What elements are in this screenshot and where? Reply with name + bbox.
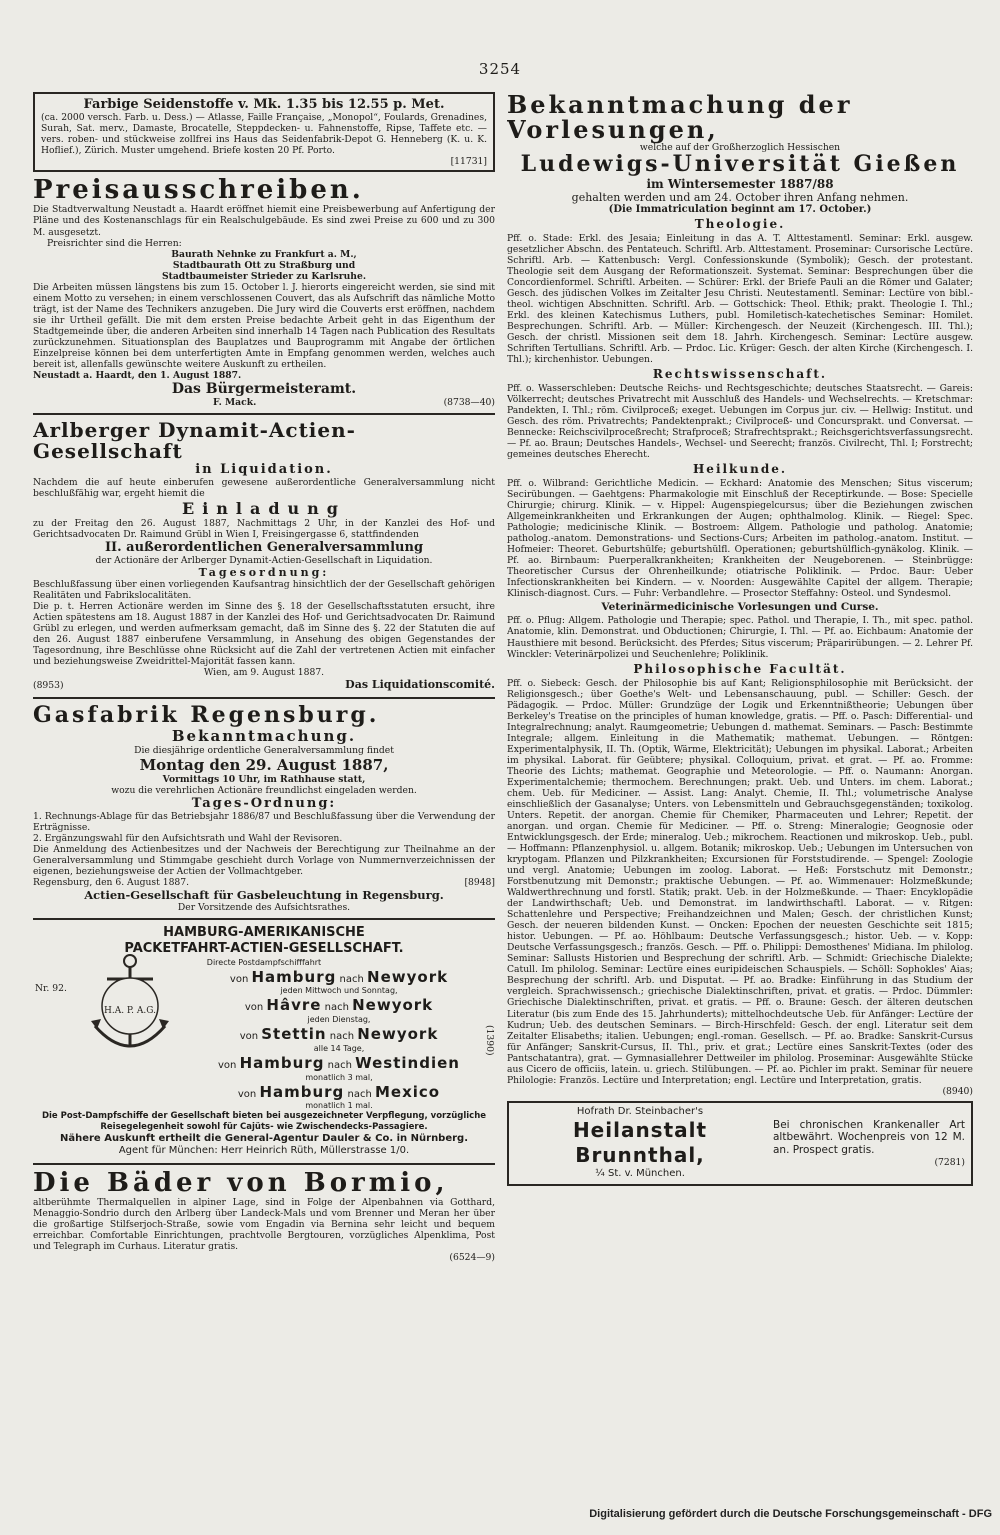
arlberg-body: Die p. t. Herren Actionäre werden im Sinne des §. 18 der Gesellschaftsstatuten ersucht, ihre Actien spätestens am 18. August 1887 in der Kanzlei des Hof- und Gerichtsadvocaten Dr. Raimund Grübl zu erlegen, und werden aufmerksam gemacht, daß im Sinne des §. 22 der Statuten die auf den 26. August 1887 einberufene Versammlung, in Ansehung des obigen Gegenstandes der Tagesordnung, ihre Beschlüsse ohne Rücksicht auf die Zahl der vertretenen Actien mit einfacher und beziehungsweise Zweidrittel-Majorität fassen kann. bbox=[33, 601, 495, 668]
divider bbox=[33, 697, 495, 699]
divider bbox=[33, 918, 495, 920]
route-schedule: jeden Dienstag, bbox=[307, 1015, 371, 1025]
route-nach: nach bbox=[324, 1002, 349, 1014]
route-nach: nach bbox=[347, 1088, 372, 1100]
route-to: Newyork bbox=[357, 1025, 439, 1044]
preis-intro: Die Stadtverwaltung Neustadt a. Haardt eröffnet hiemit eine Preisbewerbung auf Anfertigung der Pläne und des Kostenanschlags für ein Realschulgebäude. Es sind zwei Preise zu 600 und zu 300 M. ausgesetzt. bbox=[33, 204, 495, 238]
gas-title: Gasfabrik Regensburg. bbox=[33, 701, 380, 728]
divider bbox=[33, 413, 495, 415]
arlberg-gv-sub: der Actionäre der Arlberger Dynamit-Actien-Gesellschaft in Liquidation. bbox=[95, 555, 433, 567]
preis-title: Preisausschreiben. bbox=[33, 175, 364, 206]
arlberg-agenda: Beschlußfassung über einen vorliegenden Kaufsantrag hinsichtlich der der Gesellschaft gehörigen Realitäten und Fabrikslocalitäten. bbox=[33, 579, 495, 602]
preis-body: Die Arbeiten müssen längstens bis zum 15. October l. J. hierorts eingereicht werden, sie sind mit einem Motto zu versehen; in einem verschlossenen Couvert, das als Aufschrift das nämliche Motto trägt, ist der Name des Technikers anzugeben. Die Jury wird die Couverts erst eröffnen, nachdem sie ihr Urtheil gefällt. Die mit dem ersten Preise bedachte Arbeit geht in das Eigenthum der Stadtgemeinde über, die anderen Arbeiten sind innerhalb 14 Tagen nach Publication des Resultats zurückzunehmen. Situationsplan des Bauplatzes und Bauprogramm mit Angabe der örtlichen Einzelpreise können bei dem unterfertigten Amte in Empfang genommen werden, welches auch bereit ist, allenfalls gewünschte weitere Auskunft zu ertheilen. bbox=[33, 281, 495, 370]
steinbacher-top: Hofrath Dr. Steinbacher's bbox=[576, 1105, 704, 1117]
route-nach: nach bbox=[339, 973, 364, 985]
steinbacher-ad bbox=[507, 1101, 973, 1186]
gas-body: Die Anmeldung des Actienbesitzes und der Nachweis der Berechtigung zur Theilnahme an der Generalversammlung und Stimmgabe geschieht durch Vorlage von Nummernverzeichnissen der eigenen, beziehungsweise der Actien der Vollmachtgeber. bbox=[33, 843, 495, 877]
preis-signer: F. Mack. bbox=[213, 396, 257, 408]
route-schedule: alle 14 Tage, bbox=[313, 1043, 365, 1053]
route-von: von bbox=[218, 1059, 237, 1071]
steinbacher-name: Heilanstalt Brunnthal, bbox=[572, 1118, 708, 1168]
route-from: Stettin bbox=[261, 1025, 327, 1044]
preis-judge-2: Stadtbaurath Ott zu Straßburg und bbox=[172, 259, 356, 271]
lectures-title: Bekanntmachung der Vorlesungen, bbox=[507, 92, 853, 145]
section-philosophie: Philosophische Facultät. bbox=[633, 661, 847, 676]
route-from: Hamburg bbox=[239, 1053, 325, 1072]
hapag-nr: Nr. 92. bbox=[35, 983, 67, 995]
divider bbox=[33, 1163, 495, 1165]
dfg-footer: Digitalisierung gefördert durch die Deutsche Forschungsgemeinschaft - DFG bbox=[589, 1508, 992, 1520]
gas-sub: Bekanntmachung. bbox=[171, 726, 357, 745]
page-number: 3254 bbox=[478, 60, 522, 78]
bormio-ref: (6524—9) bbox=[449, 1252, 495, 1263]
hapag-agent: Agent für München: Herr Heinrich Rüth, Müllerstrasse 1/0. bbox=[118, 1145, 410, 1157]
preis-ref: (8738—40) bbox=[443, 396, 495, 408]
arlberg-sign: Das Liquidationscomité. bbox=[345, 678, 495, 692]
steinbacher-ref: (7281) bbox=[934, 1156, 965, 1168]
route-schedule: monatlich 3 mal, bbox=[305, 1072, 373, 1082]
route-nach: nach bbox=[329, 1031, 355, 1043]
bormio-body: altberühmte Thermalquellen in alpiner Lage, sind in Folge der Alpenbahnen via Gotthard, Menaggio-Sondrio durch den Arlberg über Landeck-Mals und vom Brenner und Meran her über die großartige Stilfserjoch-Straße, sowie vom Engadin via Bernina sehr leicht und bequem erreichbar. Comfortable Einrichtungen, prachtvolle Bergtouren, vorzügliches Alpenklima, Post und Telegraph im Curhaus. Literatur gratis. bbox=[33, 1196, 495, 1252]
gas-item-1: 1. Rechnungs-Ablage für das Betriebsjahr 1886/87 und Beschlußfassung über die Verwendung der Erträgnisse. bbox=[33, 810, 495, 833]
preis-ad bbox=[33, 177, 495, 408]
lectures-sub-1: welche auf der Großherzoglich Hessischen bbox=[639, 142, 841, 154]
gas-place: Regensburg, den 6. August 1887. bbox=[33, 876, 190, 888]
lectures-sub-4: (Die Immatriculation beginnt am 17. October.) bbox=[608, 203, 872, 215]
route-to: Westindien bbox=[355, 1053, 460, 1072]
theologie-text: Pff. o. Stade: Erkl. des Jesaia; Einleitung in das A. T. Alttestamentl. Seminar: Erkl. ausgew. gesetzlicher Abschn. des Pentateuch. Schriftl. Arb. Alttestament. Proseminar: Cursorische Lectüre. Schriftl. Arb. — Kattenbusch: Vergl. Confessionskunde (Symbolik); Gesch. der protestant. Theologie seit dem Ausgang der Reformationszeit. Systemat. Seminar: Besprechungen über die Concordienformel. Schriftl. Arbeiten. — Schürer: Erkl. der Briefe Pauli an die Römer und Galater; Gesch. des jüdischen Volkes im Zeitalter Jesu Christi. Neutestamentl. Seminar: Lectüre von bibl.-theol. wichtigen Abschnitten. Schriftl. Arb. — Gottschick: Theol. Ethik; prakt. Theologie I. Thl.; Erkl. des kleinen Katechismus Luthers, publ. Homiletisch-katechetisches Seminar: Homilet. Besprechungen. Schriftl. Arb. — Müller: Kirchengesch. der Neuzeit (Kirchengesch. III. Thl.); Gesch. der christl. Missionen seit dem 18. Jahrh. Kirchengesch. Seminar: Lectüre ausgew. Schriften Tertullians. Schriftl. Arb. — Prdoc. Lic. Krüger: Gesch. der alten Kirche (Kirchengesch. I. Thl.); kirchenhistor. Uebungen. bbox=[507, 232, 973, 365]
route-to: Newyork bbox=[352, 996, 434, 1015]
heilkunde-text: Pff. o. Wilbrand: Gerichtliche Medicin. — Eckhard: Anatomie des Menschen; Situs viscerum; Secirübungen. — Gaehtgens: Pharmakologie mit Einschluß der Receptirkunde. — Bose: Specielle Chirurgie; chirurg. Klinik. — v. Hippel: Augenspiegelcursus; über die Beziehungen zwischen Allgemeinkrankheiten und Erkrankungen der Augen; ophthalmolog. Klinik. — Riegel: Spec. Pathologie; medicinische Klinik. — Bostroem: Allgem. Pathologie und patholog. Anatomie; patholog.-anatom. Demonstrations- und Sections-Curs; Arbeiten im patholog.-anatom. Institut. — Hofmeier: Theoret. Geburtshülfe; geburtshülfl. Operationen; geburtshülflich-gynäkolog. Klinik. — Pf. ao. Birnbaum: Puerperalkrankheiten; Krankheiten der Neugeborenen. — Steinbrügge: Theoretischer Cursus der Ohrenheilkunde; otiatrische Poliklinik. — Prdoc. Baur: Ueber Infectionskrankheiten bei Kindern. — v. Noorden: Ausgewählte Capitel der allgem. Therapie; Klinisch-diagnost. Curs. — Fuhr: Verbandlehre. — Prosector Steffahny: Osteol. und Syndesmol. bbox=[507, 478, 973, 600]
hapag-ref: (1390) bbox=[484, 1025, 495, 1056]
silk-title: Farbige Seidenstoffe v. Mk. 1.35 bis 12.55 p. Met. bbox=[83, 97, 445, 112]
hapag-body: Die Post-Dampfschiffe der Gesellschaft bieten bei ausgezeichneter Verpflegung, vorzügliche Reisegelegenheit sowohl für Cajüts- wie Zwischendecks-Passagiere. bbox=[41, 1111, 487, 1132]
arlberg-ref: (8953) bbox=[33, 680, 64, 692]
gas-ad bbox=[33, 701, 495, 914]
preis-judges-label: Preisrichter sind die Herren: bbox=[47, 237, 182, 249]
bormio-ad bbox=[33, 1167, 495, 1263]
philosophie-text: Pff. o. Siebeck: Gesch. der Philosophie bis auf Kant; Religionsphilosophie mit Berücksicht. der Religionsgesch.; über Goethe's Welt- und Lebensanschauung, publ. — Schiller: Gesch. der Pädagogik. — Prdoc. Müller: Grundzüge der Logik und Erkenntnißtheorie; Uebungen über Berkeley's Treatise on the principles of human knowledge, gratis. — Pff. o. Pasch: Differential- und Integralrechnung; analyt. Raumgeometrie; Uebungen d. mathemat. Seminars. — Pasch: Bestimmte Integrale; allgem. Einleitung in die Mathematik; mathemat. Uebungen. — Röntgen: Experimentalphysik, II. Th. (Optik, Wärme, Elektricität); Uebungen im physikal. Laborat.; Arbeiten im physikal. Laborat. für Geübtere; physikal. Colloquium, privat. et grat. — Pf. ao. Fromme: Theorie des Lichts; mathemat. Geographie und Meteorologie. — Pff. o. Naumann: Anorgan. Experimentalchemie; thermochem. Berechnungen; prakt. Ueb. und Unters. im chem. Laborat.; chem. Ueb. für Mediciner. — Assist. Lang: Analyt. Chemie, II. Thl.; volumetrische Analyse einschließlich der Gasanalyse; Unters. von Lebensmitteln und Gebrauchsgegenständen; toxikolog. Unters. Repetit. der anorgan. Chemie für Chemiker, Pharmaceuten und Lehrer; Repetit. der anorgan. und organ. Chemie für Mediciner. — Pff. o. Streng: Mineralogie; Geognosie oder Entwicklungsgesch. der Erde; mineralog. Ueb.; mikrochem. Reactionen und mikroskop. Ueb., publ. — Hoffmann: Pflanzenphysiol. u. allgem. Botanik; mikroskop. Ueb.; Uebungen im Untersuchen von kryptogam. Pflanzen und Pilzkrankheiten; Excursionen für Forststudirende. — Spengel: Zoologie und vergl. Anatomie; Uebungen im zoolog. Laborat. — Heß: Forstschutz mit Demonstr.; Forstbenutzung mit Demonstr.; praktische Uebungen. — Pf. ao. Wimmenauer: Holzmeßkunde; Waldwerthrechnung und forstl. Statik; prakt. Ueb. in der Holzmeßkunde. — Thaer: Encyklopädie der Landwirthschaft; Ueb. und Demonstrat. im landwirthschaftl. Laborat. — v. Ritgen: Schattenlehre und Perspective; Freihandzeichnen und Malen; Gesch. der christlichen Kunst; Gesch. der neueren bildenden Kunst. — Oncken: Epochen der neuesten Geschichte seit 1815; histor. Uebungen. — Pf. ao. Höhlbaum: Deutsche Verfassungsgesch.; histor. Ueb. — v. Kopp: Deutsche Verfassungsgesch.; französ. Gesch. — Pff. o. Philippi: Demosthenes' Midiana. Im philolog. Seminar: Sallusts Historien und Besprechung der schriftl. Arb. — Schmidt: Griechische Dialekte; Catull. Im philolog. Seminar: Lectüre eines euripideischen Schauspiels. — Schöll: Sophokles' Aias; Besprechung der schriftl. Arb. und Disputat. — Pf. ao. Bradke: Einführung in das Studium der vergleich. Sprachwissensch.; griechische Dialektinschriften, privat. et gratis. — Prdoc. Dümmler: Griechische Dialektinschriften, privat. et gratis. — Pff. o. Braune: Gesch. der älteren deutschen Literatur (bis zum Ende des 15. Jahrhunderts); mittelhochdeutsche Ueb. für Anfänger: Lectüre der Kudrun; Ueb. des deutschen Seminars. — Birch-Hirschfeld: Gesch. der engl. Literatur seit dem Zeitalter Elisabeths; italien. Uebungen; engl.-roman. Gesellsch. — Pf. ao. Bradke: Sanskrit-Cursus für Anfänger; Sanskrit-Cursus, II. Thl., priv. et grat.; Lectüre eines Sanskrit-Textes (oder des Pantschatantra), grat. — Gymnasiallehrer Dettweiler im philolog. Proseminar: Ausgewählte Stücke aus Cicero de officiis, latein. u. griech. Stilübungen. — Pf. ao. Pichler im prakt. Seminar für neuere Philologie: Französ. Lectüre und Interpretation; engl. Lectüre und Interpretation, gratis. bbox=[507, 677, 973, 1086]
silk-ref: [11731] bbox=[450, 156, 487, 168]
arlberg-agenda-title: Tagesordnung: bbox=[198, 566, 330, 580]
gas-invite: wozu die verehrlichen Actionäre freundlichst eingeladen werden. bbox=[111, 784, 417, 796]
anchor-icon bbox=[85, 951, 175, 1061]
preis-judge-3: Stadtbaumeister Strieder zu Karlsruhe. bbox=[161, 270, 367, 282]
hapag-line-2: PACKETFAHRT-ACTIEN-GESELLSCHAFT. bbox=[124, 941, 404, 957]
hapag-ad bbox=[33, 925, 495, 1158]
steinbacher-loc: ¼ St. v. München. bbox=[595, 1168, 685, 1180]
route-von: von bbox=[229, 973, 249, 985]
silk-body: (ca. 2000 versch. Farb. u. Dess.) — Atlasse, Faille Française, „Monopol“, Foulards, Grenadines, Surah, Sat. merv., Damaste, Brocatelle, Steppdecken- u. Fahnenstoffe, Ripse, Taffete etc. — vers. roben- und stückweise zollfrei ins Haus das Seidenfabrik-Depot G. Henneberg (K. u. K. Hoflief.), Zürich. Muster umgehend. Briefe kosten 20 Pf. Porto. bbox=[41, 112, 487, 157]
route-von: von bbox=[244, 1002, 264, 1014]
university-name: Ludewigs-Universität Gießen bbox=[520, 151, 960, 178]
route-from: Hâvre bbox=[266, 996, 322, 1015]
hapag-direct: Directe Postdampfschifffahrt bbox=[206, 957, 322, 967]
lectures-sub-3: gehalten werden und am 24. October ihren Anfang nehmen. bbox=[571, 190, 909, 204]
gas-agenda-title: Tages-Ordnung: bbox=[191, 795, 337, 811]
left-column bbox=[33, 92, 495, 1476]
arlberg-einladung: Einladung bbox=[182, 499, 346, 519]
route-von: von bbox=[237, 1088, 257, 1100]
route-from: Hamburg bbox=[259, 1082, 345, 1101]
route-nach: nach bbox=[327, 1059, 352, 1071]
arlberg-ad bbox=[33, 417, 495, 692]
arlberg-gv: II. außerordentlichen Generalversammlung bbox=[104, 540, 424, 556]
hapag-info: Nähere Auskunft ertheilt die General-Agentur Dauler & Co. in Nürnberg. bbox=[59, 1132, 469, 1144]
gas-board: Der Vorsitzende des Aufsichtsrathes. bbox=[177, 902, 351, 914]
lectures-sub-2: im Wintersemester 1887/88 bbox=[646, 176, 834, 191]
gas-time: Vormittags 10 Uhr, im Rathhause statt, bbox=[162, 773, 366, 785]
preis-judge-1: Baurath Nehnke zu Frankfurt a. M., bbox=[171, 248, 357, 260]
section-theologie: Theologie. bbox=[694, 216, 786, 231]
arlberg-place: Wien, am 9. August 1887. bbox=[203, 667, 325, 679]
recht-text: Pff. o. Wasserschleben: Deutsche Reichs- und Rechtsgeschichte; deutsches Staatsrecht. — Gareis: Völkerrecht; deutsches Privatrecht mit Ausschluß des Handels- und Wechselrechts. — Kretschmar: Pandekten, I. Thl.; röm. Civilproceß; exeget. Uebungen im Corpus jur. civ. — Hellwig: Institut. und Gesch. des röm. Privatrechts; Pandektenprakt.; Civilproceß- und Concursprakt. und Conversat. — Bennecke: Reichscivilproceßrecht; Strafproceß; Strafrechtsprakt.; Reichsgerichtsverfassungsrecht. — Pf. ao. Braun; Deutsches Handels-, Wechsel- und Seerecht; französ. Civilrecht, Thl. I; Forstrecht; gemeines deutsches Eherecht. bbox=[507, 382, 973, 461]
route-schedule: jeden Mittwoch und Sonntag, bbox=[280, 986, 398, 996]
preis-place: Neustadt a. Haardt, den 1. August 1887. bbox=[33, 369, 242, 381]
preis-sign: Das Bürgermeisteramt. bbox=[171, 380, 357, 397]
section-heilkunde: Heilkunde. bbox=[692, 462, 788, 477]
veterinaer-text: Pff. o. Pflug: Allgem. Pathologie und Therapie; spec. Pathol. und Therapie, I. Th., mit spec. pathol. Anatomie, klin. Demonstrat. und Obductionen; Chirurgie, I. Thl. — Pf. ao. Eichbaum: Anatomie der Hausthiere mit besond. Berücksicht. des Pferdes; Situs viscerum; Präparirübungen. — 2. Lehrer Pf. Winckler: Veterinärpolizei und Seuchenlehre; Poliklinik. bbox=[507, 615, 973, 660]
section-veterinaer: Veterinärmedicinische Vorlesungen und Curse. bbox=[601, 601, 879, 614]
arlberg-when: zu der Freitag den 26. August 1887, Nachmittags 2 Uhr, in der Kanzlei des Hof- und Gerichtsadvocaten Dr. Raimund Grübl in Wien I, Freisingergasse 6, stattfindenden bbox=[33, 518, 495, 541]
route-from: Hamburg bbox=[251, 967, 337, 986]
right-column bbox=[507, 92, 973, 1476]
steinbacher-text: Bei chronischen Krankenaller Art altbewährt. Wochenpreis von 12 M. an. Prospect gratis. bbox=[773, 1118, 965, 1157]
gas-intro: Die diesjährige ordentliche Generalversammlung findet bbox=[134, 744, 394, 756]
silk-ad bbox=[33, 92, 495, 172]
route-to: Mexico bbox=[374, 1082, 441, 1101]
gas-ref: [8948] bbox=[464, 876, 495, 888]
arlberg-intro: Nachdem die auf heute einberufen gewesene außerordentliche Generalversammlung nicht beschlußfähig war, ergeht hiemit die bbox=[33, 476, 495, 500]
gas-date: Montag den 29. August 1887, bbox=[139, 755, 389, 774]
arlberg-sub: in Liquidation. bbox=[195, 461, 333, 477]
gas-company: Actien-Gesellschaft für Gasbeleuchtung in Regensburg. bbox=[84, 888, 444, 903]
hapag-line-1: HAMBURG-AMERIKANISCHE bbox=[163, 925, 365, 941]
philosophie-ref: (8940) bbox=[942, 1085, 973, 1097]
bormio-title: Die Bäder von Bormio, bbox=[33, 1167, 449, 1198]
route-schedule: monatlich 1 mal. bbox=[305, 1101, 373, 1111]
section-recht: Rechtswissenschaft. bbox=[652, 366, 828, 381]
route-von: von bbox=[239, 1031, 259, 1043]
anchor-letters: H.A. P. A.G. bbox=[104, 1006, 156, 1017]
arlberg-title: Arlberger Dynamit-Actien-Gesellschaft bbox=[33, 417, 356, 463]
route-to: Newyork bbox=[367, 967, 449, 986]
gas-item-2: 2. Ergänzungswahl für den Aufsichtsrath und Wahl der Revisoren. bbox=[33, 832, 343, 844]
